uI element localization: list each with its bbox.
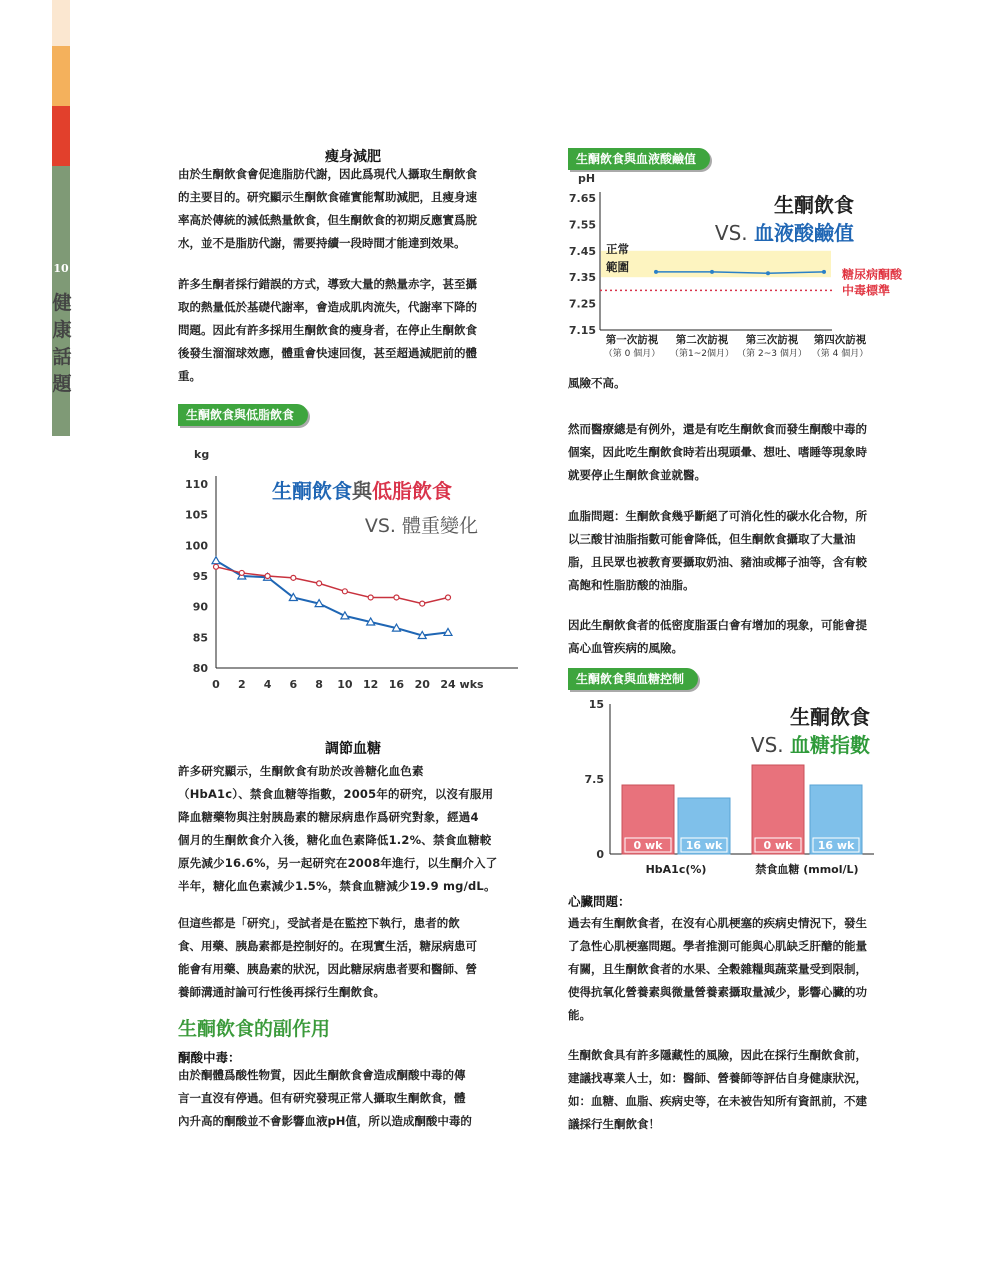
ldl-paragraph: [568, 614, 920, 660]
risk-line: 風險不高。: [568, 376, 626, 390]
lowfat-point: [368, 595, 373, 600]
x-tick-label: 16: [388, 678, 405, 691]
paragraph-line: 個案，因此吃生酮飲食時若出現頭暈、想吐、嗜睡等現象時: [568, 445, 867, 459]
paragraph-line: 如：血糖、血脂、疾病史等，在未被告知所有資訊前，不建: [568, 1094, 867, 1108]
x-category-sublabel: （第 2~3 個月）: [737, 349, 807, 359]
paragraph-line: 就要停止生酮飲食並就醫。: [568, 468, 706, 482]
paragraph-line: 食、用藥、胰島素都是控制好的。在現實生活，糖尿病患可: [178, 939, 477, 953]
y-tick-label: 15: [588, 698, 604, 711]
y-tick-label: 95: [192, 570, 208, 583]
x-category-sublabel: （第 4 個月）: [811, 349, 869, 359]
section-title-char: 話: [52, 346, 72, 368]
x-tick-label: 6: [289, 678, 298, 691]
exception-paragraph: [568, 418, 920, 487]
weight-chart-label: 生酮飲食與低脂飲食: [178, 404, 308, 426]
ph-point: [766, 271, 770, 275]
section-title-char: 題: [52, 373, 72, 395]
paragraph-line: （HbA1c）、禁食血糖等指數，2005年的研究，以沒有服用: [178, 787, 494, 801]
threshold-label: 糖尿病酮酸: [842, 267, 903, 282]
title-vs: VS.: [750, 733, 790, 757]
paragraph-line: 建議找專業人士，如：醫師、營養師等評估自身健康狀況，: [568, 1071, 867, 1085]
paragraph-line: 許多研究顯示，生酮飲食有助於改善糖化血色素: [178, 764, 424, 778]
y-tick-label: 105: [185, 508, 208, 522]
sidebar-segment-1: [52, 0, 70, 46]
paragraph-line: 高飽和性脂肪酸的油脂。: [568, 578, 695, 592]
chart-title-line2: [751, 733, 870, 757]
paragraph-line: 了急性心肌梗塞問題。學者推測可能與心肌缺乏肝醣的能量: [568, 939, 867, 953]
y-tick-label: 7.25: [568, 297, 596, 311]
ph-chart-label: 生酮飲食與血液酸鹼值: [568, 148, 710, 170]
normal-range-label: 範圍: [606, 259, 629, 274]
x-category-label: 第二次訪視: [675, 334, 729, 346]
lowfat-point: [317, 581, 322, 586]
lowfat-point: [446, 595, 451, 600]
paragraph-line: 的主要目的。研究顯示生酮飲食確實能幫助減肥，且瘦身速: [178, 190, 477, 204]
glucose-chart: [562, 690, 922, 885]
ketoacidosis-paragraph: [178, 1064, 530, 1133]
y-tick-label: 7.65: [568, 192, 596, 205]
lowfat-point: [291, 575, 296, 580]
paragraph-line: 有關，且生酮飲食者的水果、全穀雜糧與蔬菜量受到限制，: [568, 962, 867, 976]
glucose-heading: 調節血糖: [325, 741, 381, 757]
glucose-paragraph-1: [178, 760, 530, 898]
section-title-char: 健: [52, 292, 72, 314]
chart-title-line1: 生酮飲食: [774, 193, 854, 217]
paragraph-line: 由於生酮飲食會促進脂肪代謝，因此爲現代人攝取生酮飲食: [178, 167, 477, 181]
section-title-char: 康: [52, 319, 72, 341]
y-tick-label: 80: [192, 662, 208, 675]
series-line-lowfat: [216, 567, 448, 604]
y-tick-label: 90: [192, 600, 208, 614]
x-tick-label: 20: [414, 678, 430, 691]
paragraph-line: 取的熱量低於基礎代謝率，會造成肌肉流失，代謝率下降的: [178, 300, 477, 314]
y-tick-label: 7.45: [568, 244, 596, 258]
sidebar-segment-3: [52, 106, 70, 166]
ph-point: [710, 270, 714, 274]
weight-loss-paragraph-1: [178, 163, 530, 255]
paragraph-line: 過去有生酮飲食者，在沒有心肌梗塞的疾病史情況下，發生: [568, 916, 867, 930]
ph-point: [654, 270, 658, 274]
y-axis-label: kg: [194, 448, 210, 461]
x-category-label: 第四次訪視: [813, 334, 867, 346]
series-line-keto: [216, 561, 448, 636]
y-axis-label: pH: [578, 172, 596, 185]
title-keto: 生酮飲食: [272, 479, 352, 503]
paragraph-line: 內升高的酮酸並不會影響血液pH值，所以造成酮酸中毒的: [178, 1114, 472, 1128]
paragraph-line: 生酮飲食具有許多隱藏性的風險，因此在採行生酮飲食前，: [568, 1048, 867, 1062]
paragraph-line: 能會有用藥、胰島素的狀況，因此糖尿病患者要和醫師、營: [178, 962, 477, 976]
x-category-sublabel: （第 0 個月）: [603, 349, 661, 359]
lowfat-point: [239, 570, 244, 575]
y-tick-label: 0: [596, 848, 604, 861]
final-paragraph: [568, 1044, 920, 1136]
lowfat-point: [420, 601, 425, 606]
paragraph-line: 脂，且民眾也被教育要攝取奶油、豬油或椰子油等，含有較: [568, 555, 867, 569]
page-number: 10: [53, 262, 69, 275]
paragraph-line: 個月的生酮飲食介入後，糖化血色素降低1.2%、禁食血糖較: [178, 833, 492, 847]
heart-title: 心臟問題：: [568, 894, 631, 909]
paragraph-line: 血脂問題：生酮飲食幾乎斷絕了可消化性的碳水化合物，所: [568, 509, 867, 523]
glucose-paragraph-2: [178, 912, 530, 1004]
y-tick-label: 100: [185, 539, 208, 553]
ketoacidosis-title: 酮酸中毒：: [178, 1050, 241, 1065]
heart-paragraph: [568, 912, 920, 1027]
x-tick-label: 4: [263, 678, 272, 691]
paragraph-line: 養師溝通討論可行性後再採行生酮飲食。: [178, 985, 385, 999]
glucose-chart-label: 生酮飲食與血糖控制: [568, 668, 698, 690]
x-tick-label: 2: [237, 678, 246, 691]
paragraph-line: 重。: [178, 369, 201, 383]
ph-point: [822, 270, 826, 274]
y-tick-label: 110: [185, 478, 208, 491]
ph-chart: [562, 168, 922, 368]
x-category-sublabel: （第1~2個月）: [670, 349, 734, 359]
weight-loss-heading: 瘦身減肥: [325, 149, 381, 165]
paragraph-line: 水，並不是脂肪代謝，需要持續一段時間才能達到效果。: [178, 236, 466, 250]
section-title-vertical: [50, 290, 74, 398]
y-tick-label: 7.15: [568, 324, 596, 337]
paragraph-line: 降血糖藥物與注射胰島素的糖尿病患作爲研究對象，經過4: [178, 810, 479, 824]
x-tick-label: 24 wks: [440, 678, 484, 691]
x-tick-label: 0: [212, 678, 220, 691]
lipid-paragraph: [568, 505, 920, 597]
chart-subtitle: VS. 體重變化: [364, 515, 478, 537]
paragraph-line: 問題。因此有許多採用生酮飲食的瘦身者，在停止生酮飲食: [178, 323, 477, 337]
x-category-label: 第三次訪視: [745, 334, 799, 346]
y-tick-label: 7.35: [568, 271, 596, 285]
bar-label: 0 wk: [633, 839, 663, 852]
keto-point: [212, 557, 220, 564]
y-tick-label: 85: [192, 631, 208, 645]
paragraph-line: 以三酸甘油脂指數可能會降低，但生酮飲食攝取了大量油: [568, 532, 856, 546]
x-tick-label: 12: [363, 678, 379, 691]
paragraph-line: 議採行生酮飲食！: [568, 1117, 660, 1131]
paragraph-line: 因此生酮飲食者的低密度脂蛋白會有增加的現象，可能會提: [568, 618, 867, 632]
bar-label: 16 wk: [817, 839, 855, 852]
paragraph-line: 原先減少16.6%，另一起研究在2008年進行，以生酮介入了: [178, 856, 498, 870]
paragraph-line: 然而醫療總是有例外，還是有吃生酮飲食而發生酮酸中毒的: [568, 422, 867, 436]
side-effects-title: 生酮飲食的副作用: [178, 1018, 331, 1040]
lowfat-point: [265, 574, 270, 579]
paragraph-line: 許多生酮者採行錯誤的方式，導致大量的熱量赤字，甚至攝: [178, 277, 477, 291]
x-category-label: 第一次訪視: [605, 334, 659, 346]
title-glucose: 血糖指數: [790, 733, 870, 757]
paragraph-line: 高心血管疾病的風險。: [568, 641, 683, 655]
lowfat-point: [214, 564, 219, 569]
paragraph-line: 但這些都是「研究」，受試者是在監控下執行，患者的飲: [178, 916, 460, 930]
paragraph-line: 能。: [568, 1008, 591, 1022]
chart-title-line2: [715, 221, 854, 245]
paragraph-line: 言一直沒有停過。但有研究發現正常人攝取生酮飲食，體: [178, 1091, 466, 1105]
paragraph-line: 半年，糖化血色素減少1.5%，禁食血糖減少19.9 mg/dL。: [178, 879, 496, 893]
x-tick-label: 10: [337, 678, 353, 691]
bar-label: 16 wk: [685, 839, 723, 852]
chart-title: [272, 479, 452, 503]
lowfat-point: [394, 595, 399, 600]
title-and: 與: [352, 479, 372, 503]
y-tick-label: 7.55: [568, 218, 596, 232]
weight-chart: [178, 440, 518, 700]
title-lowfat: 低脂飲食: [372, 479, 452, 503]
title-ph: 血液酸鹼值: [754, 221, 854, 245]
y-tick-label: 7.5: [584, 773, 604, 786]
x-category-label: 禁食血糖 (mmol/L): [755, 863, 859, 876]
weight-loss-paragraph-2: [178, 273, 530, 388]
paragraph-line: 率高於傳統的減低熱量飲食，但生酮飲食的初期反應實爲脫: [178, 213, 477, 227]
paragraph-line: 後發生溜溜球效應，體重會快速回復，甚至超過減肥前的體: [178, 346, 477, 360]
paragraph-line: 由於酮體爲酸性物質，因此生酮飲食會造成酮酸中毒的傳: [178, 1068, 466, 1082]
paragraph-line: 使得抗氧化營養素與微量營養素攝取量減少，影響心臟的功: [568, 985, 867, 999]
title-vs: VS.: [714, 221, 754, 245]
threshold-label: 中毒標準: [842, 283, 891, 298]
normal-range-label: 正常: [606, 241, 629, 256]
sidebar-segment-2: [52, 46, 70, 106]
lowfat-point: [342, 589, 347, 594]
x-category-label: HbA1c(%): [645, 863, 707, 876]
bar-label: 0 wk: [763, 839, 793, 852]
chart-title-line1: 生酮飲食: [790, 705, 870, 729]
x-tick-label: 8: [315, 678, 323, 691]
